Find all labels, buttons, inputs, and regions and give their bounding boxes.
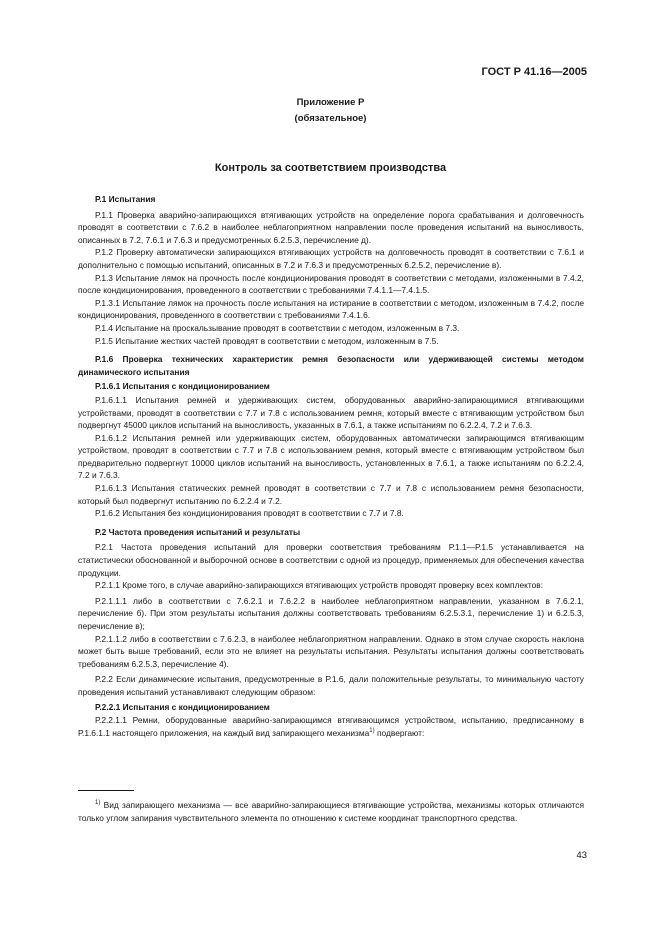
page-number: 43 bbox=[576, 850, 587, 861]
paragraph-p1-6-1-1: Р.1.6.1.1 Испытания ремней и удерживающих систем, оборудованных аварийно-запирающимися втягивающими устройствами, проводят в соответствии с 7.7 и 7.8 с использованием ремня, который вместе с втягивающим устройством был подвергнут 45000 циклов испытаний на выносливость, указанных в 7.6.1, а также испытаниям по 6.2.2.4, 7.2 и 7.6.3. bbox=[78, 394, 584, 431]
annex-title: Приложение Р bbox=[296, 97, 365, 108]
heading-p2-2-1: Р.2.2.1 Испытания с кондиционированием bbox=[95, 701, 270, 712]
section-title: Контроль за соответствием производства bbox=[214, 162, 447, 174]
paragraph-p1-2: Р.1.2 Проверку автоматически запирающихся втягивающих устройств на долговечность проводят в соответствии с 7.6.1 и дополнительно с помощью испытаний, описанных в 7.2 и 7.6.3 и предусмотренных 6.2.5.2, перечисление в). bbox=[78, 247, 584, 270]
paragraph-p1-1: Р.1.1 Проверка аварийно-запирающихся втягивающих устройств на определение порога срабатывания и долговечность проводят в соответствии с 7.6.2 в наиболее неблагоприятном направлении после проведения испытаний на выносливость, описанных в 7.2, 7.6.1 и 7.6.3 и предусмотренных 6.2.5.3, перечисление д). bbox=[78, 209, 584, 245]
document-header: ГОСТ Р 41.16—2005 bbox=[481, 66, 587, 78]
paragraph-p1-6-2: Р.1.6.2 Испытания без кондиционирования проводят в соответствии с 7.7 и 7.8. bbox=[95, 508, 404, 519]
paragraph-p2-1-1: Р.2.1.1 Кроме того, в случае аварийно-запирающихся втягивающих устройств проводят проверку всех комплектов: bbox=[95, 580, 544, 591]
paragraph-p1-6-1-2: Р.1.6.1.2 Испытания ремней или удерживающих систем, оборудованных автоматически запирающимся втягивающим устройством, проводят в соответствии с 7.7 и 7.8 с использованием ремня, который вместе с втягивающим устройством был предварительно подвергнут 10000 циклов испытаний на выносливость, установленных в 7.6.1, а также испытаниям по 6.2.2.4, 7.2 и 7.6.3. bbox=[78, 432, 584, 481]
paragraph-p2-2-1-1 bbox=[78, 714, 584, 739]
footnote bbox=[78, 799, 584, 824]
paragraph-p1-6-1-3: Р.1.6.1.3 Испытания статических ремней проводят в соответствии с 7.7 и 7.8 с использованием ремня безопасности, который был подвергнут испытанию по 6.2.2.4 и 7.2. bbox=[78, 483, 584, 506]
annex-status: (обязательное) bbox=[294, 113, 367, 124]
paragraph-p1-5: Р.1.5 Испытание жестких частей проводят в соответствии с методом, изложенным в 7.5. bbox=[95, 335, 439, 346]
footnote-divider bbox=[78, 790, 134, 791]
heading-p1-6-1: Р.1.6.1 Испытания с кондиционированием bbox=[95, 381, 270, 392]
footnote-ref: 1) bbox=[369, 727, 375, 734]
paragraph-p2-2: Р.2.2 Если динамические испытания, предусмотренные в Р.1.6, дали положительные результаты, то минимальную частоту проведения испытаний устанавливают следующим образом: bbox=[78, 674, 584, 697]
paragraph-p1-4: Р.1.4 Испытание на проскальзывание проводят в соответствии с методом, изложенным в 7.3. bbox=[95, 322, 460, 333]
paragraph-p1-3: Р.1.3 Испытание лямок на прочность после кондиционирования проводят в соответствии с методами, изложенными в 7.4.2, после кондиционирования, проведенного в соответствии с требованиями 7.4.1.1—7.4.1.5. bbox=[78, 272, 584, 296]
annex-heading bbox=[0, 95, 661, 127]
footnote-marker: 1) bbox=[95, 800, 101, 807]
paragraph-p1-3-1: Р.1.3.1 Испытание лямок на прочность после испытания на истирание в соответствии с методом, изложенным в 7.4.2, после кондиционирования, проведенного в соответствии с требованиями 7.4.1.6. bbox=[78, 297, 584, 321]
paragraph-p2-1-1-1: Р.2.1.1.1 либо в соответствии с 7.6.2.1 и 7.6.2.2 в наиболее неблагоприятном направлении, указанном в 7.6.2.1, перечисление б). При этом результаты испытания должны соответствовать требованиям 6.2.5.3.1, перечисление 1) и 6.2.5.3, перечисление в); bbox=[78, 595, 584, 631]
paragraph-p2-2-1-1-text: Р.2.2.1.1 Ремни, оборудованные аварийно-запирающимся втягивающимся устройством, испытанию, предписанному в Р.1.6.1.1 настоящего приложения, на каждый вид запирающего механизма bbox=[78, 715, 584, 738]
body-text bbox=[78, 193, 584, 739]
heading-p1: Р.1 Испытания bbox=[95, 194, 156, 204]
paragraph-p2-1-1-2: Р.2.1.1.2 либо в соответствии с 7.6.2.3, в наиболее неблагоприятном направлении. Однако в этом случае скорость наклона может быть выше требований, если это не влияет на результаты испытания. Результаты испытания должны соответствовать требованиям 6.2.5.3, перечисление 4). bbox=[78, 633, 584, 669]
heading-p1-6: Р.1.6 Проверка технических характеристик ремня безопасности или удерживающей системы методом динамического испытания bbox=[78, 354, 584, 377]
paragraph-p2-2-1-1-tail: подвергают: bbox=[376, 727, 425, 738]
heading-p2: Р.2 Частота проведения испытаний и результаты bbox=[95, 526, 301, 537]
paragraph-p2-1: Р.2.1 Частота проведения испытаний для проверки соответствия требованиям Р.1.1—Р.1.5 устанавливается на статистически обоснованной и выборочной основе в соответствии с одной из процедур, применяемых для обеспечения качества продукции. bbox=[78, 542, 584, 578]
footnote-text: Вид запирающего механизма — все аварийно-запирающиеся втягивающие устройства, механизмы которых отличаются только углом запирания чувствительного элемента по отношению к системе координат транспортного средства. bbox=[78, 800, 585, 823]
